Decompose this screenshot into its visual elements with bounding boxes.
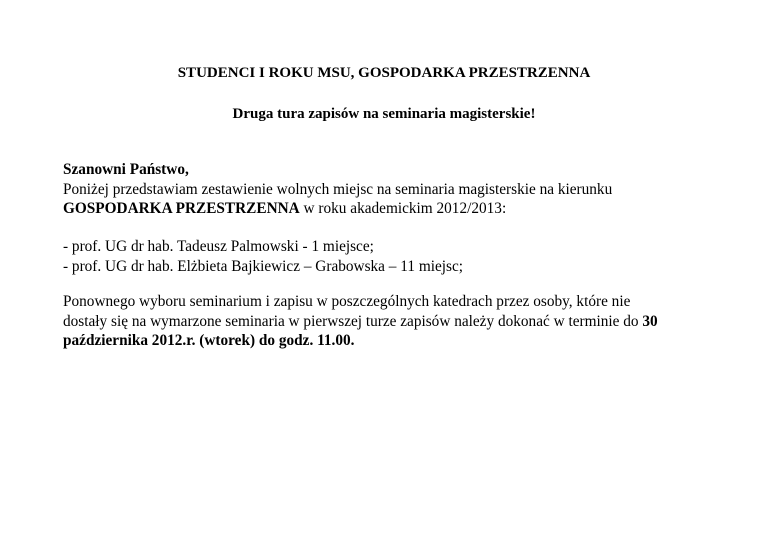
deadline-day: 30	[642, 312, 658, 330]
academic-year-text: w roku akademickim 2012/2013:	[299, 200, 507, 217]
seminar-list	[63, 237, 723, 276]
intro-section	[63, 160, 723, 219]
closing-line-2-text: dostały się na wymarzone seminaria w pierwszej turze zapisów należy dokonać w terminie do	[63, 312, 643, 330]
closing-line-1: Ponownego wyboru seminarium i zapisu w poszczególnych katedrach przez osoby, które nie	[63, 293, 631, 310]
deadline-date: października 2012.r. (wtorek) do godz. 11.00.	[63, 332, 355, 349]
seminar-item: - prof. UG dr hab. Tadeusz Palmowski - 1 miejsce;	[63, 238, 374, 255]
intro-line-1: Poniżej przedstawiam zestawienie wolnych miejsc na seminaria magisterskie na kierunku	[63, 180, 613, 198]
greeting: Szanowni Państwo,	[63, 161, 189, 178]
closing-paragraph	[63, 292, 723, 351]
seminar-item: - prof. UG dr hab. Elżbieta Bajkiewicz – Grabowska – 11 miejsc;	[63, 257, 464, 275]
intro-line-2	[63, 199, 723, 219]
closing-line-2	[63, 312, 723, 332]
document-title: STUDENCI I ROKU MSU, GOSPODARKA PRZESTRZENNA	[177, 65, 591, 81]
field-of-study: GOSPODARKA PRZESTRZENNA	[63, 200, 300, 217]
document-subtitle: Druga tura zapisów na seminaria magisterskie!	[232, 106, 536, 122]
